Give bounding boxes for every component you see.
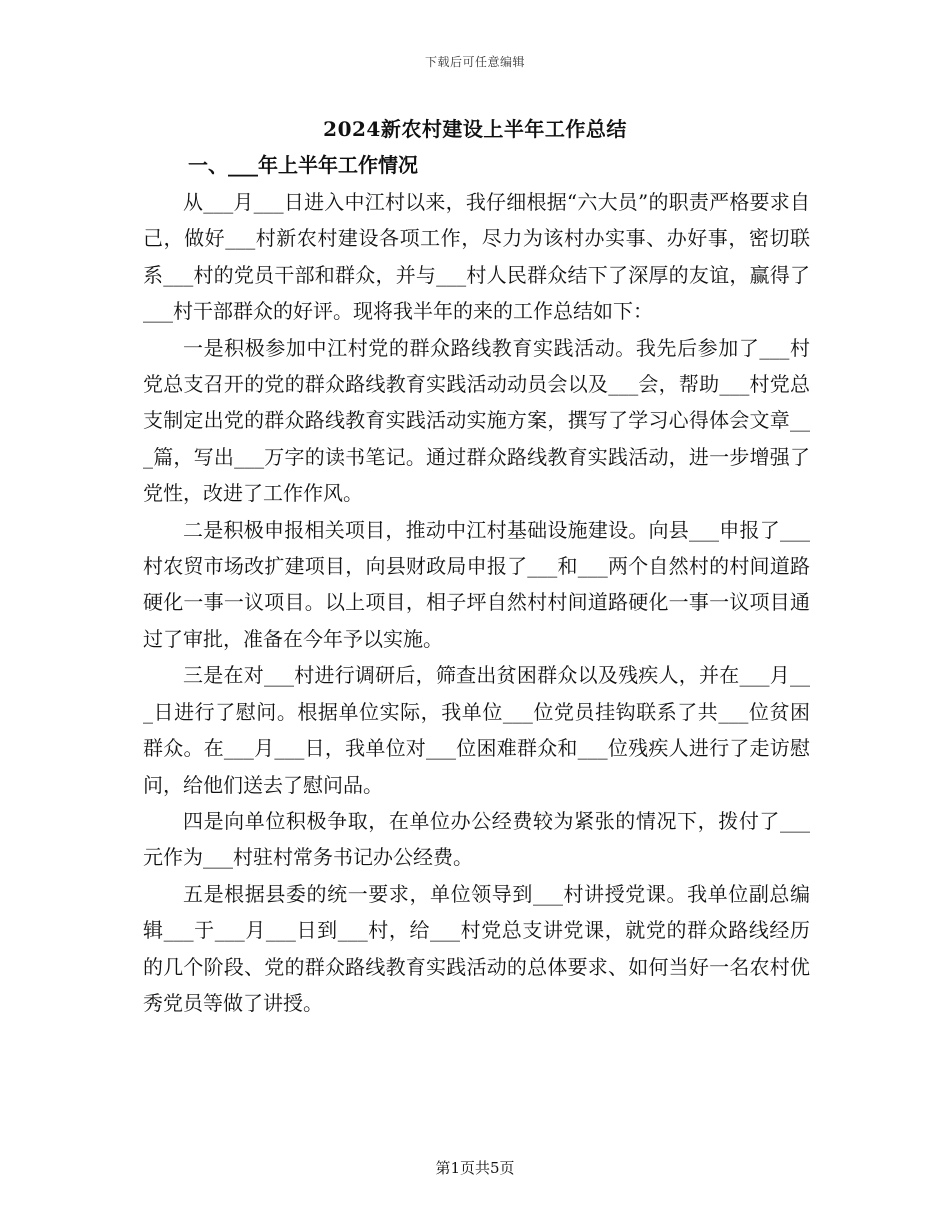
document-title: 2024新农村建设上半年工作总结 (323, 117, 627, 141)
header-note: 下载后可任意编辑 (424, 55, 525, 69)
paragraph-item-5: 五是根据县委的统一要求，单位领导到___村讲授党课。我单位副总编辑___于___月___日到___村，给___村党总支讲党课，就党的群众路线经历的几个阶段、党的群众路线教育实践活动的总体要求、如何当好一名农村优秀党员等做了讲授。 (143, 881, 810, 1015)
paragraph-item-1: 一是积极参加中江村党的群众路线教育实践活动。我先后参加了___村党总支召开的党的群众路线教育实践活动动员会以及___会，帮助___村党总支制定出党的群众路线教育实践活动实施方案，撰写了学习心得体会文章___篇，写出___万字的读书笔记。通过群众路线教育实践活动，进一步增强了党性，改进了工作作风。 (143, 335, 810, 506)
document-body (143, 184, 810, 1021)
page-number: 第1页共5页 (435, 1159, 515, 1177)
paragraph-item-2: 二是积极申报相关项目，推动中江村基础设施建设。向县___申报了___村农贸市场改扩建项目，向县财政局申报了___和___两个自然村的村间道路硬化一事一议项目。以上项目，相子坪自然村村间道路硬化一事一议项目通过了审批，准备在今年予以实施。 (143, 517, 810, 651)
paragraph-item-4: 四是向单位积极争取，在单位办公经费较为紧张的情况下，拨付了___元作为___村驻村常务书记办公经费。 (143, 808, 810, 870)
section-heading: 一、___年上半年工作情况 (188, 153, 418, 177)
paragraph-item-3: 三是在对___村进行调研后，筛查出贫困群众以及残疾人，并在___月___日进行了慰问。根据单位实际，我单位___位党员挂钩联系了共___位贫困群众。在___月___日，我单位对___位困难群众和___位残疾人进行了走访慰问，给他们送去了慰问品。 (143, 663, 810, 797)
paragraph-intro: 从___月___日进入中江村以来，我仔细根据“六大员”的职责严格要求自己，做好___村新农村建设各项工作，尽力为该村办实事、办好事，密切联系___村的党员干部和群众，并与___村人民群众结下了深厚的友谊，赢得了___村干部群众的好评。现将我半年的来的工作总结如下： (143, 190, 810, 324)
